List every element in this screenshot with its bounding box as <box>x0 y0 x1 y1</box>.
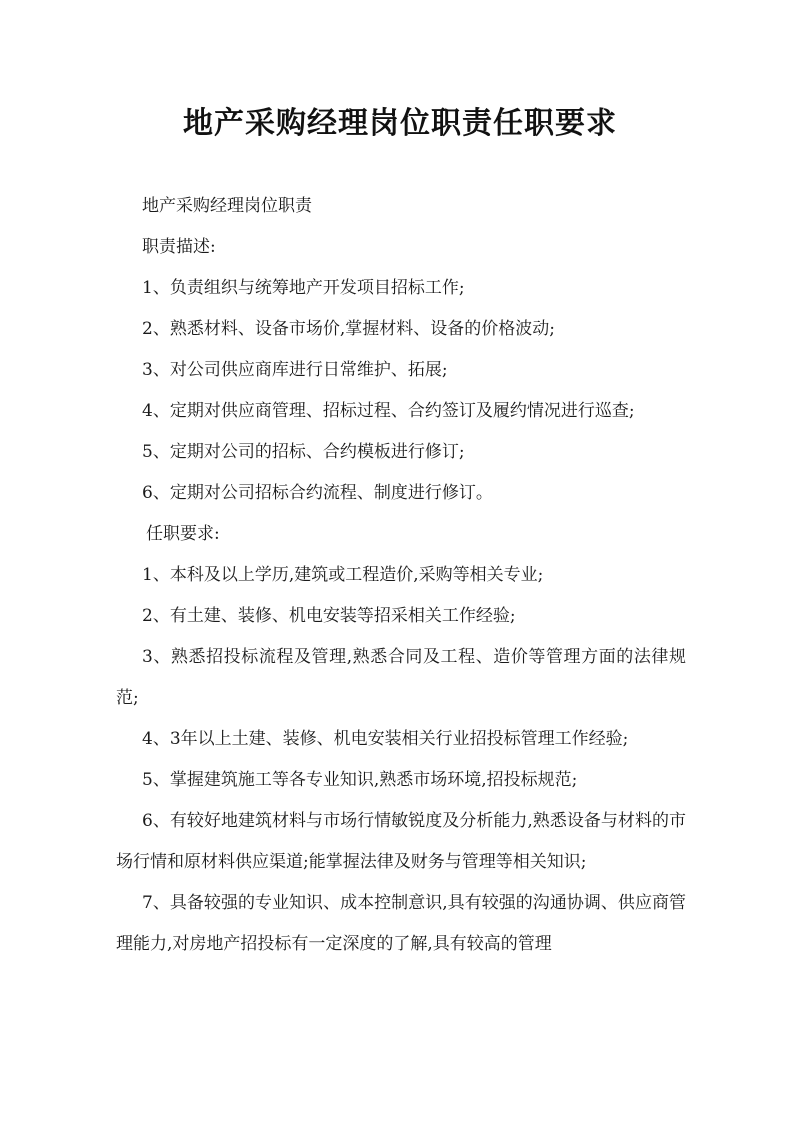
requirement-item: 3、熟悉招投标流程及管理,熟悉合同及工程、造价等管理方面的法律规范; <box>116 647 686 708</box>
duty-item: 3、对公司供应商库进行日常维护、拓展; <box>142 360 448 380</box>
requirement-item: 1、本科及以上学历,建筑或工程造价,采购等相关专业; <box>142 565 544 585</box>
duties-heading: 职责描述: <box>142 237 216 257</box>
duty-item: 6、定期对公司招标合约流程、制度进行修订。 <box>142 483 493 503</box>
requirements-heading: 任职要求: <box>146 524 220 544</box>
requirement-item: 2、有土建、装修、机电安装等招采相关工作经验; <box>142 606 516 626</box>
requirement-item: 6、有较好地建筑材料与市场行情敏锐度及分析能力,熟悉设备与材料的市场行情和原材料供应渠道;能掌握法律及财务与管理等相关知识; <box>116 811 686 872</box>
duty-item: 2、熟悉材料、设备市场价,掌握材料、设备的价格波动; <box>142 319 555 339</box>
requirement-item: 5、掌握建筑施工等各专业知识,熟悉市场环境,招投标规范; <box>142 770 578 790</box>
requirement-item: 4、3年以上土建、装修、机电安装相关行业招投标管理工作经验; <box>142 729 629 749</box>
section-subtitle: 地产采购经理岗位职责 <box>142 196 312 216</box>
duty-item: 4、定期对供应商管理、招标过程、合约签订及履约情况进行巡查; <box>142 401 635 421</box>
duty-item: 1、负责组织与统筹地产开发项目招标工作; <box>142 278 465 298</box>
duty-item: 5、定期对公司的招标、合约模板进行修订; <box>142 442 465 462</box>
document-title: 地产采购经理岗位职责任职要求 <box>183 106 617 141</box>
document-body <box>116 186 686 965</box>
requirement-item: 7、具备较强的专业知识、成本控制意识,具有较强的沟通协调、供应商管理能力,对房地产招投标有一定深度的了解,具有较高的管理 <box>116 893 686 954</box>
